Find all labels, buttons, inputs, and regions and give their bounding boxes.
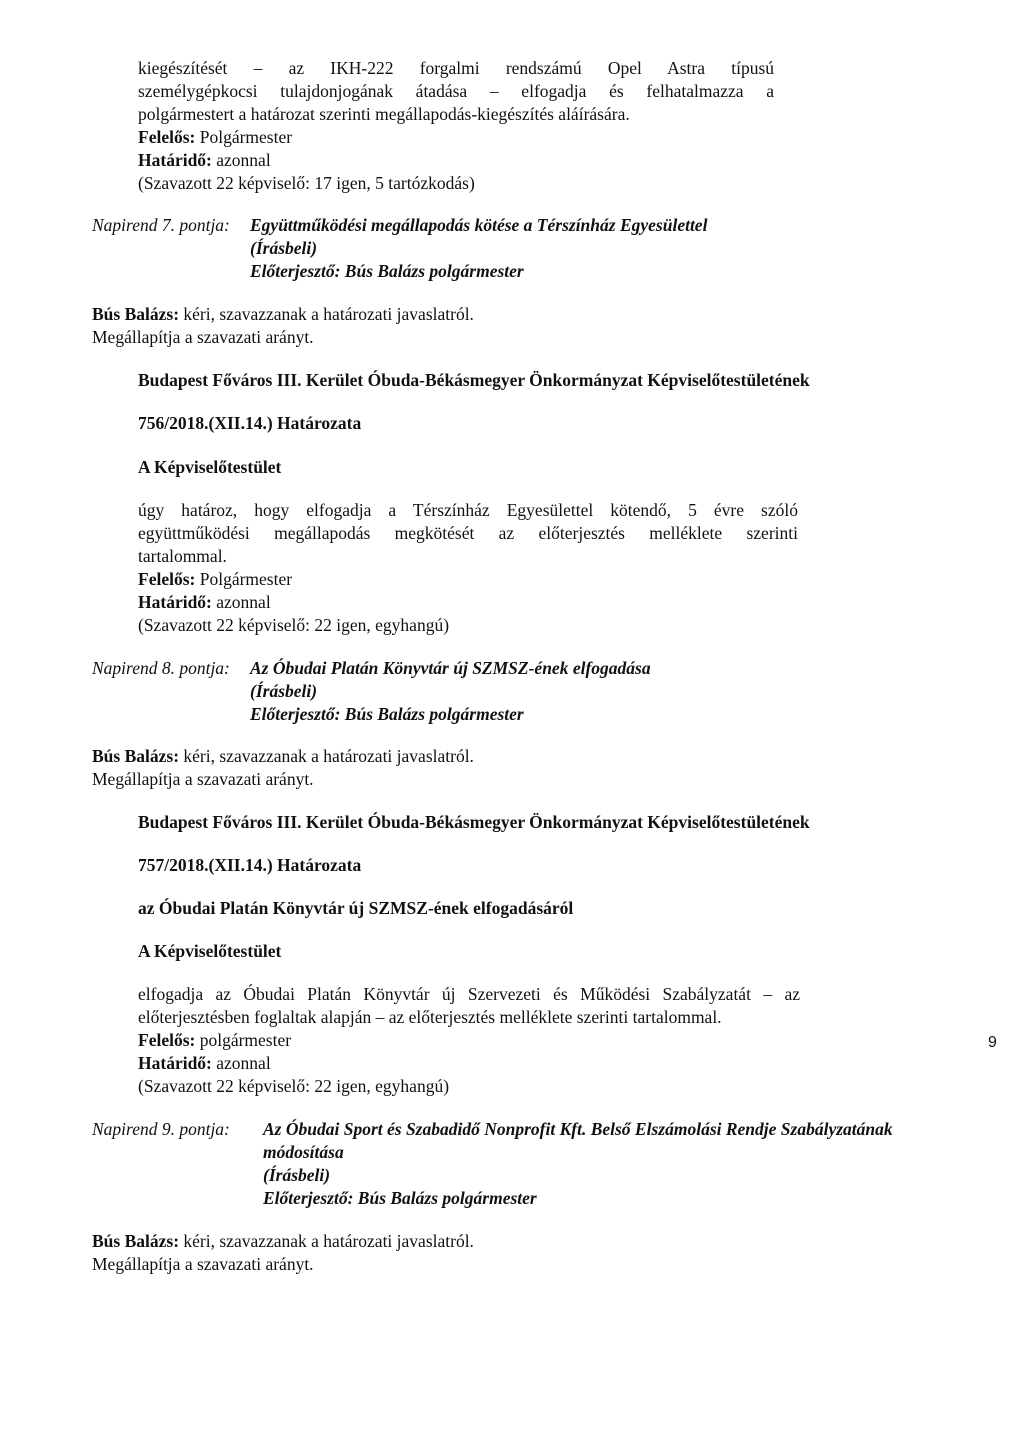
deadline-line [138,149,271,171]
deadline-label: Határidő: [138,592,212,612]
responsible-label: Felelős: [138,1030,196,1050]
responsible-label: Felelős: [138,127,196,147]
resolution-text-line: előterjesztésben foglaltak alapján – az előterjesztés melléklete szerinti tartalommal. [138,1007,722,1027]
presenter-label: Előterjesztő: [250,704,341,724]
body-text-line: polgármestert a határozat szerinti megállapodás-kiegészítés aláírására. [138,104,630,124]
vote-result: (Szavazott 22 képviselő: 22 igen, egyhangú) [138,1076,450,1096]
agenda-item-label: Napirend 7. pontja: [92,215,230,235]
responsible-value: polgármester [199,1030,292,1050]
deadline-line [138,1052,271,1074]
presenter-line [250,703,524,725]
written-note: (Írásbeli) [250,238,318,258]
vote-result: (Szavazott 22 képviselő: 17 igen, 5 tartózkodás) [138,173,475,193]
responsible-value: Polgármester [199,569,293,589]
speaker-name: Bús Balázs: [92,746,180,766]
presenter-line [263,1187,537,1209]
deadline-label: Határidő: [138,1053,212,1073]
agenda-item-title: Az Óbudai Platán Könyvtár új SZMSZ-ének elfogadása [250,658,651,678]
responsible-line [138,1029,291,1051]
responsible-label: Felelős: [138,569,196,589]
speaker-line [92,303,474,325]
written-note: (Írásbeli) [263,1165,331,1185]
presenter-line [250,260,524,282]
speaker-line [92,745,474,767]
agenda-item-label: Napirend 9. pontja: [92,1119,230,1139]
issuing-body: Budapest Főváros III. Kerület Óbuda-Békásmegyer Önkormányzat Képviselőtestületének [138,370,810,390]
speaker-request: kéri, szavazzanak a határozati javaslatról. [183,746,474,766]
presenter-value: Bús Balázs polgármester [357,1188,537,1208]
body-text-line: kiegészítését – az IKH-222 forgalmi rendszámú Opel Astra típusú [138,58,774,78]
resolution-number: 757/2018.(XII.14.) Határozata [138,855,362,875]
responsible-line [138,126,292,148]
speaker-name: Bús Balázs: [92,1231,180,1251]
written-note: (Írásbeli) [250,681,318,701]
deadline-value: azonnal [216,592,271,612]
presenter-value: Bús Balázs polgármester [344,261,524,281]
vote-ratio-line: Megállapítja a szavazati arányt. [92,1254,314,1274]
vote-ratio-line: Megállapítja a szavazati arányt. [92,769,314,789]
speaker-name: Bús Balázs: [92,304,180,324]
resolution-text-line: együttműködési megállapodás megkötését az előterjesztés melléklete szerinti [138,523,798,543]
resolution-number: 756/2018.(XII.14.) Határozata [138,413,362,433]
body-text-line: személygépkocsi tulajdonjogának átadása – elfogadja és felhatalmazza a [138,81,774,101]
responsible-value: Polgármester [199,127,293,147]
speaker-line [92,1230,474,1252]
deadline-label: Határidő: [138,150,212,170]
vote-ratio-line: Megállapítja a szavazati arányt. [92,327,314,347]
issuing-body: Budapest Főváros III. Kerület Óbuda-Békásmegyer Önkormányzat Képviselőtestületének [138,812,810,832]
presenter-label: Előterjesztő: [250,261,341,281]
resolution-text-line: elfogadja az Óbudai Platán Könyvtár új Szervezeti és Működési Szabályzatát – az [138,984,800,1004]
speaker-request: kéri, szavazzanak a határozati javaslatról. [183,1231,474,1251]
council-heading: A Képviselőtestület [138,457,282,477]
responsible-line [138,568,292,590]
page-number: 9 [988,1034,997,1051]
deadline-line [138,591,271,613]
deadline-value: azonnal [216,150,271,170]
resolution-text-line: úgy határoz, hogy elfogadja a Térszínház Egyesülettel kötendő, 5 évre szóló [138,500,798,520]
presenter-label: Előterjesztő: [263,1188,354,1208]
agenda-item-label: Napirend 8. pontja: [92,658,230,678]
deadline-value: azonnal [216,1053,271,1073]
agenda-item-title-continued: módosítása [263,1142,344,1162]
council-heading: A Képviselőtestület [138,941,282,961]
resolution-text-line: tartalommal. [138,546,227,566]
agenda-item-title: Az Óbudai Sport és Szabadidő Nonprofit Kft. Belső Elszámolási Rendje Szabályzatának [263,1119,893,1139]
presenter-value: Bús Balázs polgármester [344,704,524,724]
resolution-subject: az Óbudai Platán Könyvtár új SZMSZ-ének elfogadásáról [138,898,574,918]
agenda-item-title: Együttműködési megállapodás kötése a Térszínház Egyesülettel [250,215,708,235]
vote-result: (Szavazott 22 képviselő: 22 igen, egyhangú) [138,615,450,635]
speaker-request: kéri, szavazzanak a határozati javaslatról. [183,304,474,324]
